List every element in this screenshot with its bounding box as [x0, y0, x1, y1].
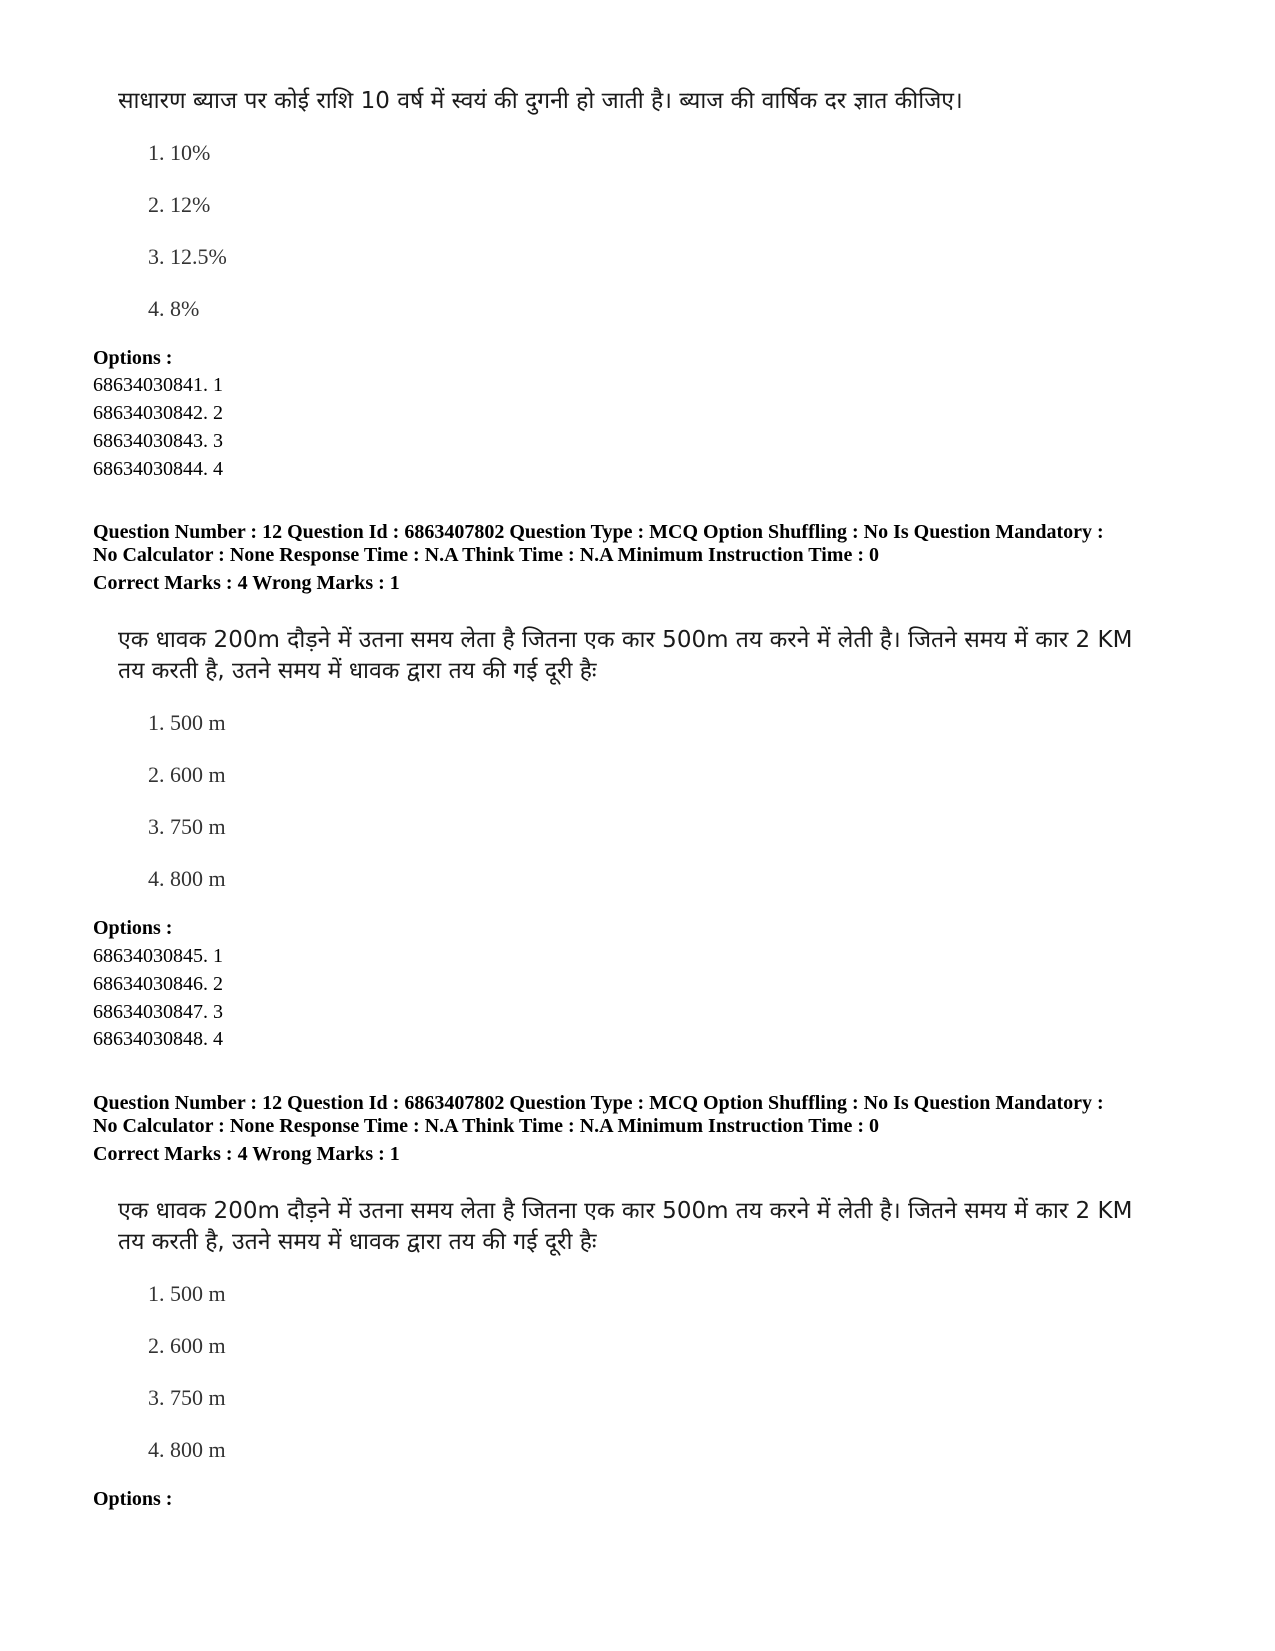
question-line: एक धावक 200m दौड़ने में उतना समय लेता है जितना एक कार 500m तय करने में लेती है। जितने समय में कार 2 KM: [118, 1198, 1133, 1224]
answer-choice-1: 1. 500 m: [148, 1281, 226, 1306]
answer-choice-2: 2. 12%: [148, 192, 211, 217]
option-id-row: 68634030841. 1: [93, 374, 223, 396]
option-id-row: 68634030845. 1: [93, 945, 223, 967]
options-label: Options :: [93, 1488, 173, 1510]
options-label: Options :: [93, 347, 173, 369]
option-id-row: 68634030842. 2: [93, 402, 223, 424]
answer-choice-2: 2. 600 m: [148, 762, 226, 787]
answer-choice-2: 2. 600 m: [148, 1333, 226, 1358]
marks-line: Correct Marks : 4 Wrong Marks : 1: [93, 572, 400, 594]
marks-line: Correct Marks : 4 Wrong Marks : 1: [93, 1143, 400, 1165]
option-id-row: 68634030846. 2: [93, 973, 223, 995]
question-text: [118, 625, 1198, 687]
options-label: Options :: [93, 917, 173, 939]
answer-choice-3: 3. 750 m: [148, 1385, 226, 1410]
answer-choice-1: 1. 10%: [148, 140, 211, 165]
question-line: तय करती है, उतने समय में धावक द्वारा तय की गई दूरी हैः: [118, 658, 597, 684]
question-text: [118, 1196, 1198, 1258]
answer-choice-3: 3. 12.5%: [148, 244, 227, 269]
answer-choice-3: 3. 750 m: [148, 814, 226, 839]
question-meta-line: No Calculator : None Response Time : N.A Think Time : N.A Minimum Instruction Time : 0: [93, 544, 879, 566]
answer-choice-4: 4. 800 m: [148, 1437, 226, 1462]
option-id-row: 68634030848. 4: [93, 1028, 223, 1050]
question-line: साधारण ब्याज पर कोई राशि 10 वर्ष में स्वयं की दुगनी हो जाती है। ब्याज की वार्षिक दर ज्ञात कीजिए।: [118, 88, 963, 114]
answer-choice-1: 1. 500 m: [148, 710, 226, 735]
question-meta-line: Question Number : 12 Question Id : 6863407802 Question Type : MCQ Option Shuffling : No Is Question Mandatory :: [93, 1092, 1104, 1114]
question-line: तय करती है, उतने समय में धावक द्वारा तय की गई दूरी हैः: [118, 1229, 597, 1255]
question-line: एक धावक 200m दौड़ने में उतना समय लेता है जितना एक कार 500m तय करने में लेती है। जितने समय में कार 2 KM: [118, 627, 1133, 653]
question-meta-line: No Calculator : None Response Time : N.A Think Time : N.A Minimum Instruction Time : 0: [93, 1115, 879, 1137]
option-id-row: 68634030847. 3: [93, 1001, 223, 1023]
answer-choice-4: 4. 800 m: [148, 866, 226, 891]
answer-choice-4: 4. 8%: [148, 296, 200, 321]
option-id-row: 68634030844. 4: [93, 458, 223, 480]
question-text: [118, 86, 1198, 117]
question-meta-line: Question Number : 12 Question Id : 6863407802 Question Type : MCQ Option Shuffling : No Is Question Mandatory :: [93, 521, 1104, 543]
option-id-row: 68634030843. 3: [93, 430, 223, 452]
